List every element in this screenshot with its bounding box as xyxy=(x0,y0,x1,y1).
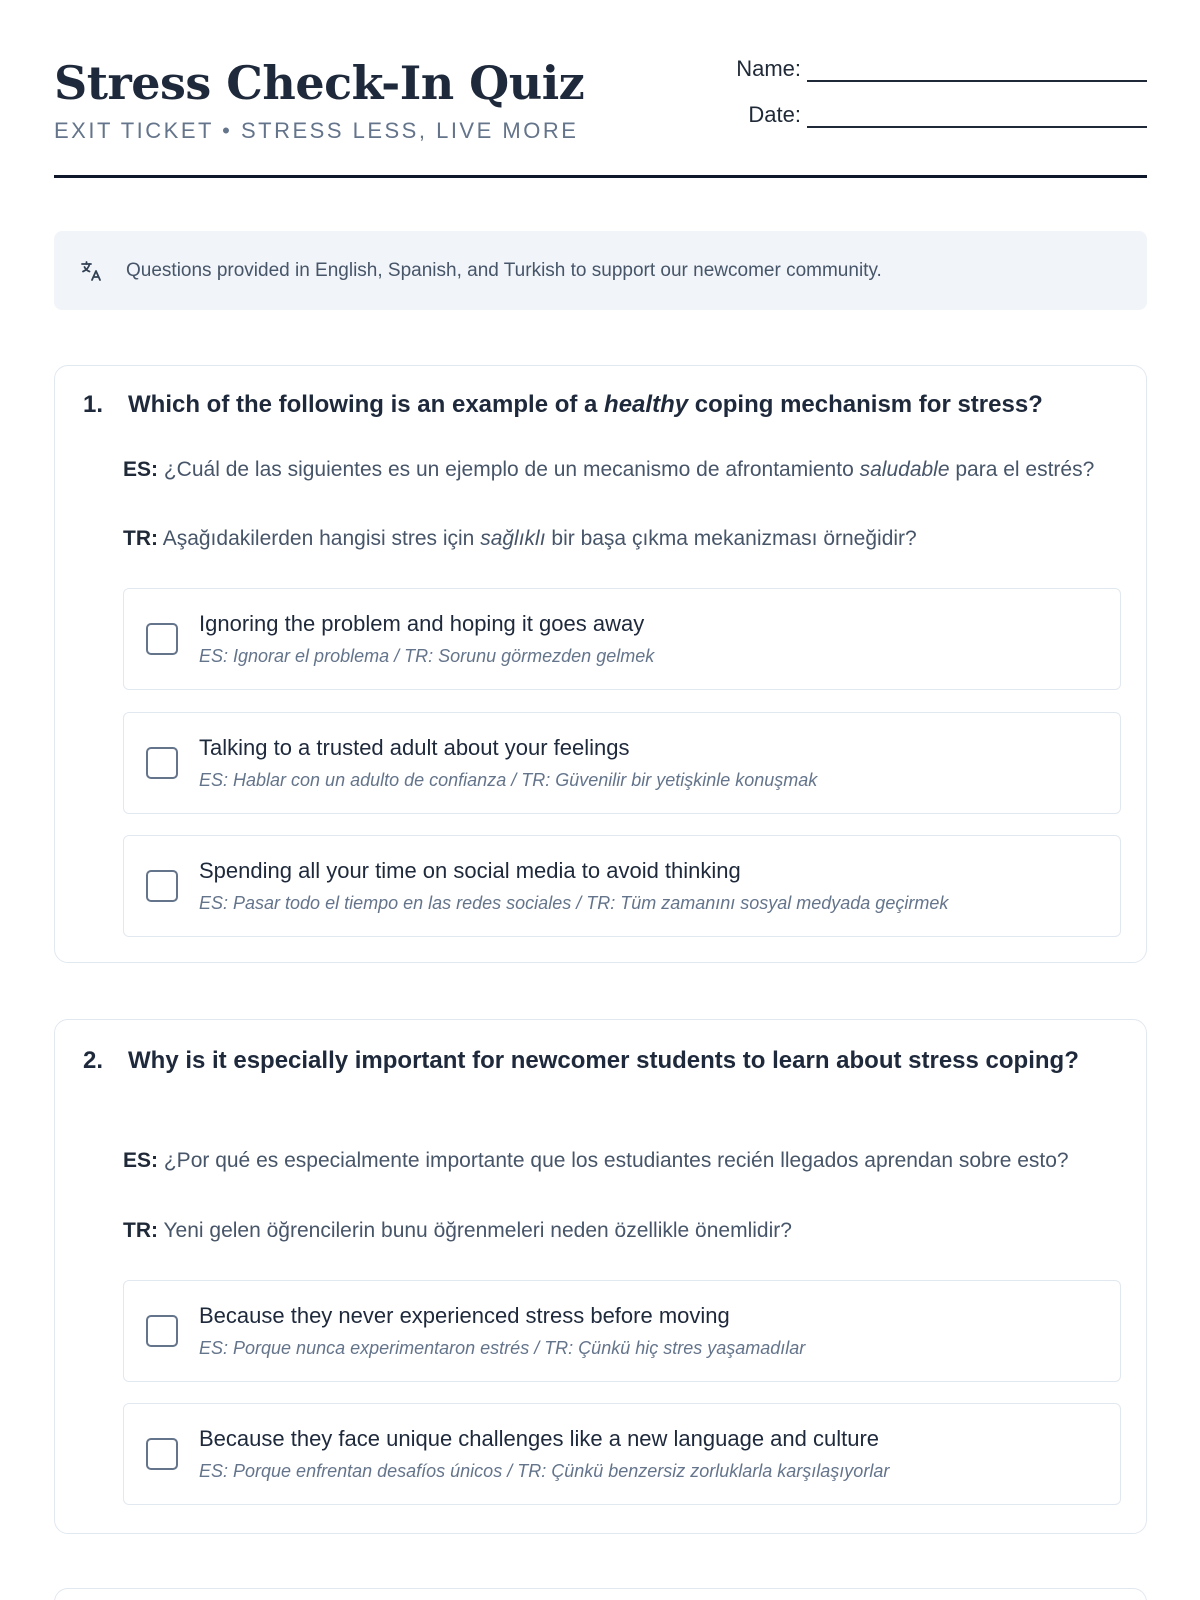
language-label: TR: xyxy=(123,1219,158,1242)
date-field[interactable] xyxy=(807,106,1147,128)
notice-text: Questions provided in English, Spanish, and Turkish to support our newcomer community. xyxy=(126,259,882,281)
question-number: 1. xyxy=(83,391,104,418)
option-translation: ES: Porque nunca experimentaron estrés / TR: Çünkü hiç stres yaşamadılar xyxy=(199,1338,806,1358)
checkbox[interactable] xyxy=(146,1315,178,1347)
option-text: Spending all your time on social media to avoid thinking xyxy=(199,858,741,883)
translation-emphasis: sağlıklı xyxy=(480,527,546,550)
turkish-translation xyxy=(123,523,1118,555)
translation-text: bir başa çıkma mekanizması örneğidir? xyxy=(551,527,917,550)
language-label: ES: xyxy=(123,1149,159,1172)
question-text xyxy=(83,1040,1118,1082)
name-field[interactable] xyxy=(807,60,1147,82)
date-label: Date: xyxy=(748,102,801,127)
option-translation: ES: Ignorar el problema / TR: Sorunu görmezden gelmek xyxy=(199,646,655,666)
answer-option[interactable] xyxy=(123,1280,1121,1382)
checkbox[interactable] xyxy=(146,1438,178,1470)
translation-text: ¿Cuál de las siguientes es un ejemplo de un mecanismo de afrontamiento xyxy=(163,458,854,481)
question-card-1 xyxy=(54,365,1147,963)
option-text: Ignoring the problem and hoping it goes away xyxy=(199,611,645,636)
answer-option[interactable] xyxy=(123,1403,1121,1505)
option-translation: ES: Porque enfrentan desafíos únicos / TR: Çünkü benzersiz zorluklarla karşılaşıyorlar xyxy=(199,1461,890,1481)
question-number: 2. xyxy=(83,1047,104,1074)
turkish-translation xyxy=(123,1215,1118,1247)
page-header xyxy=(54,0,1147,178)
question-text xyxy=(83,384,1118,426)
translation-text: Aşağıdakilerden hangisi stres için xyxy=(162,527,475,550)
page-title: Stress Check-In Quiz xyxy=(54,56,585,110)
question-text-part: Which of the following is an example of a xyxy=(128,391,598,418)
answer-option[interactable] xyxy=(123,588,1121,690)
checkbox[interactable] xyxy=(146,870,178,902)
answer-option[interactable] xyxy=(123,835,1121,937)
question-card-3 xyxy=(54,1588,1147,1600)
answer-option[interactable] xyxy=(123,712,1121,814)
language-notice xyxy=(54,231,1147,310)
page-subtitle: EXIT TICKET • STRESS LESS, LIVE MORE xyxy=(54,118,579,143)
option-text: Because they face unique challenges like a new language and culture xyxy=(199,1426,880,1451)
translation-text: para el estrés? xyxy=(955,458,1095,481)
option-translation: ES: Hablar con un adulto de confianza / TR: Güvenilir bir yetişkinle konuşmak xyxy=(199,770,818,790)
name-label: Name: xyxy=(736,56,801,81)
question-text-part: Why is it especially important for newcomer students to learn about stress coping? xyxy=(128,1047,1079,1074)
spanish-translation xyxy=(123,454,1118,486)
question-text-part: coping mechanism for stress? xyxy=(694,391,1043,418)
question-card-2 xyxy=(54,1019,1147,1534)
option-text: Talking to a trusted adult about your feelings xyxy=(199,735,630,760)
translation-text: ¿Por qué es especialmente importante que los estudiantes recién llegados aprendan sobre esto? xyxy=(163,1149,1069,1172)
option-translation: ES: Pasar todo el tiempo en las redes sociales / TR: Tüm zamanını sosyal medyada geçirmek xyxy=(199,893,949,913)
option-text: Because they never experienced stress before moving xyxy=(199,1303,730,1328)
language-label: TR: xyxy=(123,527,158,550)
name-row xyxy=(715,56,1147,82)
translate-icon xyxy=(80,258,106,284)
language-label: ES: xyxy=(123,458,159,481)
translation-emphasis: saludable xyxy=(859,458,950,481)
date-row xyxy=(715,102,1147,128)
checkbox[interactable] xyxy=(146,623,178,655)
checkbox[interactable] xyxy=(146,747,178,779)
question-emphasis: healthy xyxy=(604,391,689,418)
spanish-translation xyxy=(123,1145,1118,1177)
translation-text: Yeni gelen öğrencilerin bunu öğrenmeleri neden özellikle önemlidir? xyxy=(163,1219,792,1242)
